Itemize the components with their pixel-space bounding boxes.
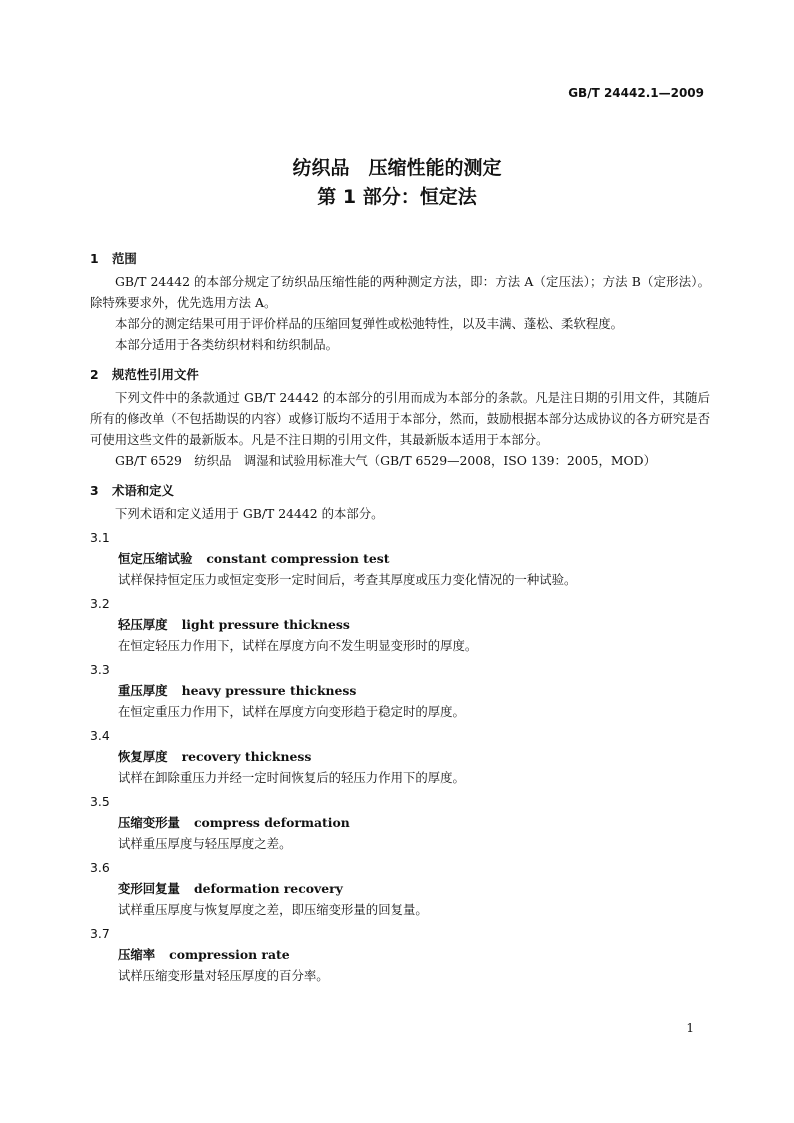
section-heading (90, 479, 710, 503)
paragraph: 下列文件中的条款通过 GB/T 24442 的本部分的引用而成为本部分的条款。凡是注日期的引用文件，其随后所有的修改单（不包括勘误的内容）或修订版均不适用于本部分，然而，鼓励根据本部分达成协议的各方研究是否可使用这些文件的最新版本。凡是不注日期的引用文件，其最新版本适用于本部分。 (90, 390, 710, 447)
term-chinese: 轻压厚度 (118, 617, 168, 632)
section-title: 术语和定义 (112, 483, 174, 498)
term-name (90, 680, 710, 701)
reference-entry: GB/T 6529 纺织品 调湿和试验用标准大气（GB/T 6529—2008，ISO 139：2005，MOD） (115, 453, 657, 468)
section-scope (90, 247, 710, 355)
paragraph: GB/T 24442 的本部分规定了纺织品压缩性能的两种测定方法，即：方法 A（定压法）；方法 B（定形法）。除特殊要求外，优先选用方法 A。 (90, 274, 710, 310)
term-definition: 在恒定重压力作用下，试样在厚度方向变形趋于稳定时的厚度。 (118, 704, 465, 719)
paragraph: 下列术语和定义适用于 GB/T 24442 的本部分。 (115, 506, 384, 521)
term-definition: 试样重压厚度与恢复厚度之差，即压缩变形量的回复量。 (118, 902, 428, 917)
section-terms (90, 479, 710, 986)
section-heading (90, 247, 710, 271)
paragraph: 本部分适用于各类纺织材料和纺织制品。 (115, 337, 339, 352)
term-name (90, 812, 710, 833)
term-number: 3.5 (90, 794, 110, 809)
term-chinese: 重压厚度 (118, 683, 168, 698)
term-entry (90, 659, 710, 722)
page-number: 1 (686, 1021, 694, 1035)
paragraph: 本部分的测定结果可用于评价样品的压缩回复弹性或松弛特性，以及丰满、蓬松、柔软程度。 (115, 316, 624, 331)
term-name (90, 746, 710, 767)
term-chinese: 变形回复量 (118, 881, 180, 896)
document-title (0, 154, 794, 212)
term-entry (90, 527, 710, 590)
title-line-2: 第 1 部分：恒定法 (317, 186, 477, 208)
document-body (90, 247, 710, 986)
term-name (90, 614, 710, 635)
title-line-1: 纺织品 压缩性能的测定 (292, 157, 502, 179)
term-number: 3.7 (90, 926, 110, 941)
section-title: 范围 (112, 251, 137, 266)
term-entry (90, 593, 710, 656)
section-number: 1 (90, 251, 99, 266)
term-english: constant compression test (206, 551, 390, 566)
term-number: 3.1 (90, 530, 110, 545)
term-definition: 试样在卸除重压力并经一定时间恢复后的轻压力作用下的厚度。 (118, 770, 465, 785)
term-english: light pressure thickness (181, 617, 350, 632)
term-definition: 试样重压厚度与轻压厚度之差。 (118, 836, 292, 851)
term-chinese: 压缩变形量 (118, 815, 180, 830)
term-entry (90, 857, 710, 920)
term-definition: 试样保持恒定压力或恒定变形一定时间后，考查其厚度或压力变化情况的一种试验。 (118, 572, 577, 587)
term-definition: 试样压缩变形量对轻压厚度的百分率。 (118, 968, 329, 983)
term-chinese: 恒定压缩试验 (118, 551, 193, 566)
term-english: compression rate (169, 947, 290, 962)
term-name (90, 548, 710, 569)
term-english: compress deformation (193, 815, 350, 830)
term-definition: 在恒定轻压力作用下，试样在厚度方向不发生明显变形时的厚度。 (118, 638, 478, 653)
term-chinese: 压缩率 (118, 947, 156, 962)
section-heading (90, 363, 710, 387)
term-number: 3.6 (90, 860, 110, 875)
section-number: 3 (90, 483, 99, 498)
term-entry (90, 725, 710, 788)
term-number: 3.2 (90, 596, 110, 611)
section-title: 规范性引用文件 (112, 367, 199, 382)
term-entry (90, 923, 710, 986)
term-number: 3.3 (90, 662, 110, 677)
term-name (90, 878, 710, 899)
term-english: deformation recovery (193, 881, 343, 896)
term-entry (90, 791, 710, 854)
term-english: heavy pressure thickness (181, 683, 357, 698)
section-number: 2 (90, 367, 99, 382)
term-english: recovery thickness (181, 749, 312, 764)
section-normative-references (90, 363, 710, 471)
term-number: 3.4 (90, 728, 110, 743)
term-name (90, 944, 710, 965)
term-chinese: 恢复厚度 (118, 749, 168, 764)
standard-number: GB/T 24442.1—2009 (568, 86, 704, 100)
